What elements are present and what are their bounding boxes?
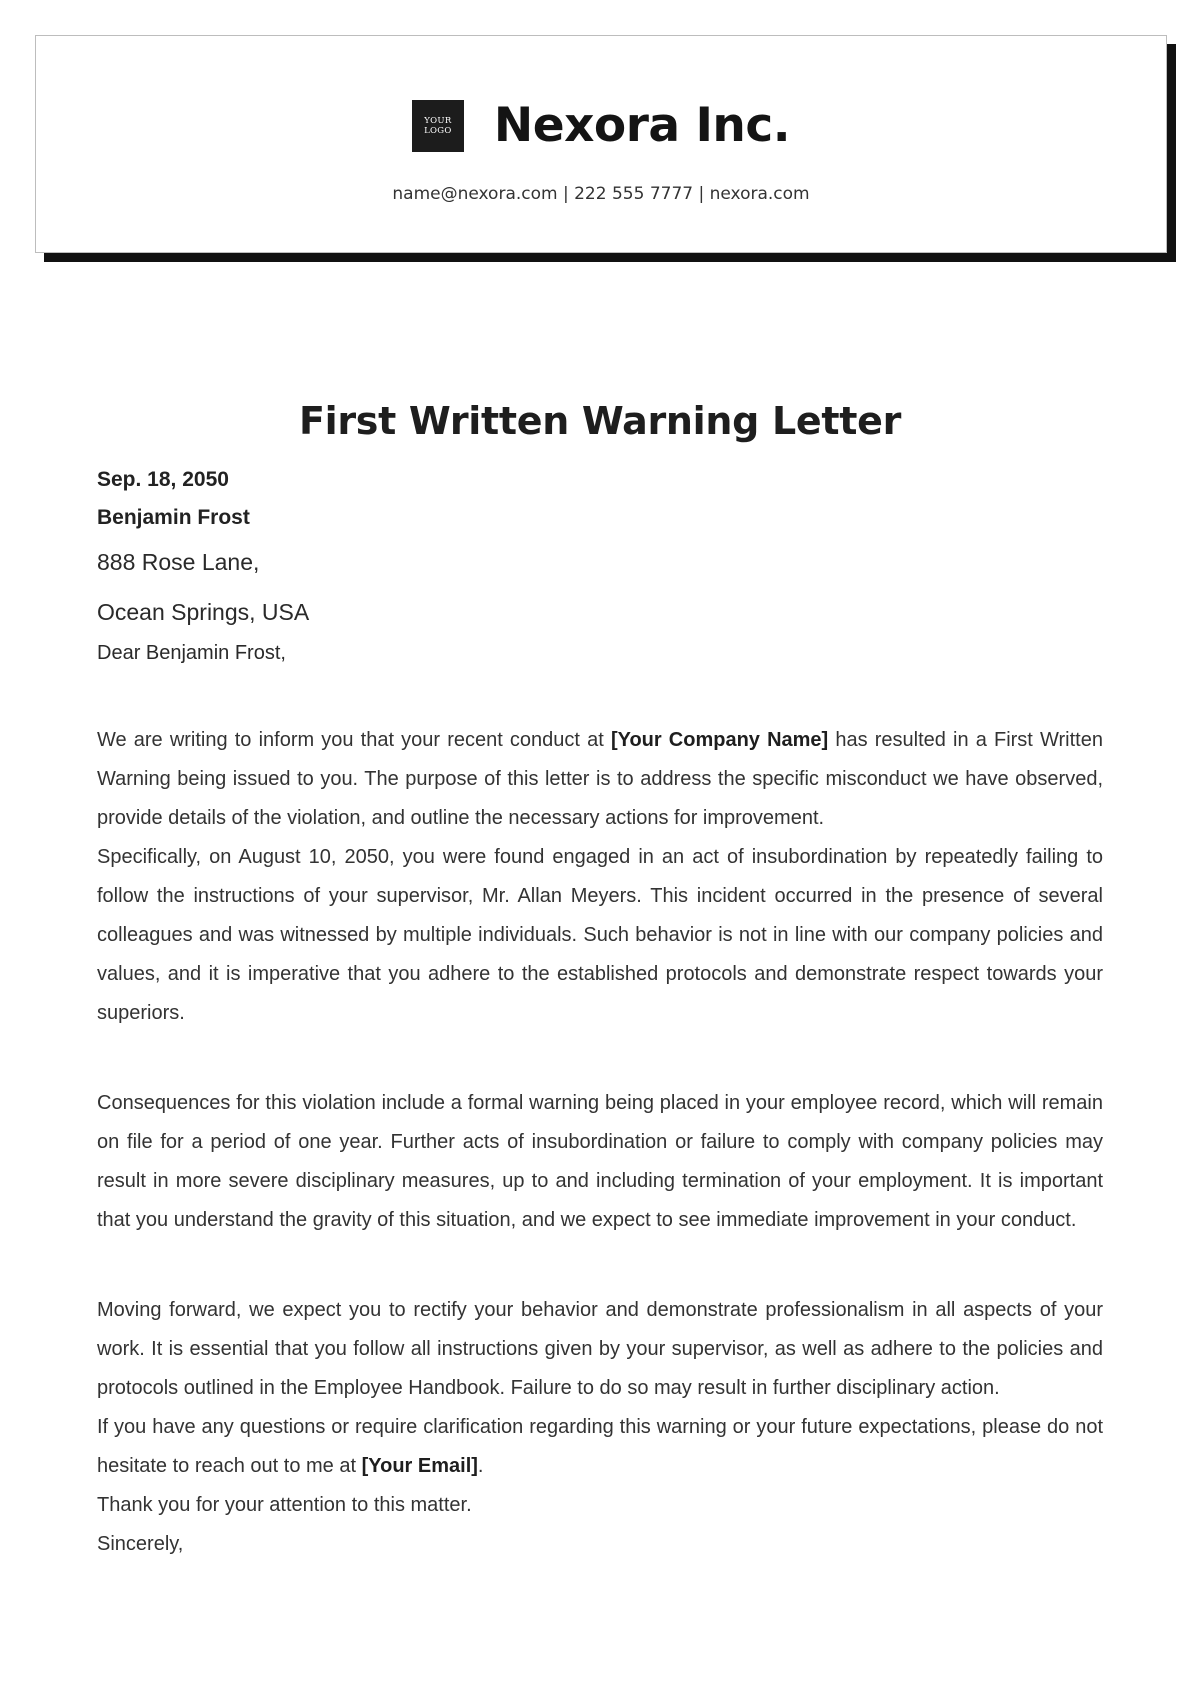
logo-text-line2: LOGO xyxy=(424,125,452,136)
company-logo xyxy=(412,100,464,152)
address-line-2: Ocean Springs, USA xyxy=(97,599,310,625)
paragraph-contact-text-b: . xyxy=(477,1455,484,1477)
closing: Sincerely, xyxy=(97,1533,184,1555)
recipient-name: Benjamin Frost xyxy=(97,506,250,529)
company-name: Nexora Inc. xyxy=(493,98,791,153)
paragraph-intro-text-b: has resulted in a First Written Warning being issued to you. The purpose of this letter is to address the specific misconduct we have observed, provide details of the violation, and outline the necessary actions for improvement. xyxy=(97,729,1103,829)
letter-date: Sep. 18, 2050 xyxy=(97,468,229,491)
logo-text-line1: YOUR xyxy=(424,115,452,126)
letterhead xyxy=(35,35,1167,253)
email-placeholder: [Your Email] xyxy=(361,1455,478,1477)
letter-body xyxy=(97,395,1103,1564)
contact-info: name@nexora.com | 222 555 7777 | nexora.com xyxy=(392,184,810,204)
letter-meta xyxy=(97,461,1103,669)
company-placeholder: [Your Company Name] xyxy=(610,729,829,751)
paragraph-incident: Specifically, on August 10, 2050, you were found engaged in an act of insubordination by repeatedly failing to follow the instructions of your supervisor, Mr. Allan Meyers. This incident occurred in the presence of several colleagues and was witnessed by multiple individuals. Such behavior is not in line with our company policies and values, and it is imperative that you adhere to the established protocols and demonstrate respect towards your superiors. xyxy=(97,846,1103,1024)
paragraph-intro-text-a: We are writing to inform you that your recent conduct at xyxy=(97,729,611,751)
paragraph-expectations: Moving forward, we expect you to rectify your behavior and demonstrate professionalism in all aspects of your work. It is essential that you follow all instructions given by your supervisor, as well as adhere to the policies and protocols outlined in the Employee Handbook. Failure to do so may result in further disciplinary action. xyxy=(97,1299,1103,1399)
address-line-1: 888 Rose Lane, xyxy=(97,549,260,575)
brand-row xyxy=(36,98,1166,153)
letter-title: First Written Warning Letter xyxy=(298,399,902,443)
paragraph-thanks: Thank you for your attention to this matter. xyxy=(97,1494,472,1516)
salutation: Dear Benjamin Frost, xyxy=(97,642,286,664)
paragraph-consequences: Consequences for this violation include a formal warning being placed in your employee record, which will remain on file for a period of one year. Further acts of insubordination or failure to comply with company policies may result in more severe disciplinary measures, up to and including termination of your employment. It is important that you understand the gravity of this situation, and we expect to see immediate improvement in your conduct. xyxy=(97,1092,1103,1231)
paragraph-contact xyxy=(97,1408,1103,1486)
paragraph-intro xyxy=(97,721,1103,838)
paragraph-contact-text-a: If you have any questions or require clarification regarding this warning or your future expectations, please do not hesitate to reach out to me at xyxy=(97,1416,1103,1477)
